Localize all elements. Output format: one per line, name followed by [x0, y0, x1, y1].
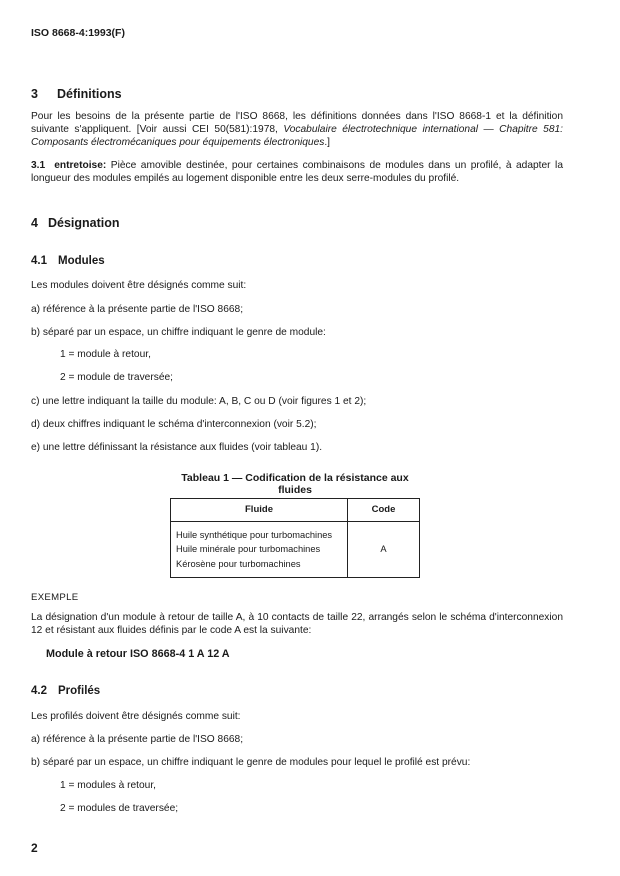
table-row — [171, 522, 420, 578]
profiles-intro: Les profilés doivent être désignés comme suit: — [31, 711, 241, 722]
profiles-list-item-a: a) référence à la présente partie de l'ISO 8668; — [31, 734, 244, 745]
document-header: ISO 8668-4:1993(F) — [31, 27, 125, 39]
intro-italic-reference: Vocabulaire électrotechnique international — Chapitre 581: Composants électromécaniques pour équipements électroniques — [31, 124, 563, 149]
definition-number: 3.1 — [31, 160, 46, 171]
caption-line: fluides — [278, 484, 312, 497]
fluid-entry: Huile minérale pour turbomachines — [176, 544, 321, 555]
table-1-caption — [170, 472, 420, 496]
fluid-resistance-table — [170, 498, 420, 578]
example-designation: Module à retour ISO 8668-4 1 A 12 A — [46, 648, 230, 660]
column-header-fluid: Fluide — [171, 499, 348, 522]
code-cell: A — [348, 522, 420, 578]
fluid-entry: Kérosène pour turbomachines — [176, 558, 301, 569]
intro-text: Pour les besoins de la présente partie de l'ISO 8668, les définitions données dans l'ISO 8668-1 et la définition suivante s'appliquent. [Voir aussi CEI 50(581):1978, — [31, 111, 563, 136]
sub-item-2: 2 = module de traversée; — [60, 372, 173, 383]
section-title: Profilés — [58, 685, 101, 697]
definition-text: Pièce amovible destinée, pour certaines combinaisons de modules dans un profilé, à adapter la longueur des modules empilés au logement disponible entre les deux serre-modules du profilé. — [31, 160, 563, 185]
page-number: 2 — [31, 841, 38, 855]
section-3-intro — [31, 110, 563, 149]
profiles-sub-item-2: 2 = modules de traversée; — [60, 803, 179, 814]
section-number: 4.1 — [31, 255, 47, 267]
profiles-sub-item-1: 1 = modules à retour, — [60, 780, 156, 791]
section-title: Définitions — [57, 87, 122, 101]
section-number: 4.2 — [31, 685, 47, 697]
section-4-1-heading — [31, 254, 105, 269]
sub-item-1: 1 = module à retour, — [60, 349, 151, 360]
section-number: 3 — [31, 87, 38, 101]
profiles-list-item-b: b) séparé par un espace, un chiffre indiquant le genre de modules pour lequel le profilé est prévu: — [31, 757, 471, 768]
section-3-heading — [31, 86, 122, 102]
example-text: La désignation d'un module à retour de taille A, à 10 contacts de taille 22, arrangés selon le schéma d'interconnexion 12 et résistant aux fluides définis par le code A est la suivante: — [31, 612, 563, 637]
section-title: Désignation — [48, 216, 120, 230]
list-item-e: e) une lettre définissant la résistance aux fluides (voir tableau 1). — [31, 442, 323, 453]
definition-term: entretoise: — [54, 160, 107, 171]
example-label: EXEMPLE — [31, 592, 79, 603]
list-item-c: c) une lettre indiquant la taille du module: A, B, C ou D (voir figures 1 et 2); — [31, 396, 367, 407]
list-item-d: d) deux chiffres indiquant le schéma d'interconnexion (voir 5.2); — [31, 419, 317, 430]
list-item-b: b) séparé par un espace, un chiffre indiquant le genre de module: — [31, 327, 326, 338]
intro-end: .] — [324, 137, 331, 149]
column-header-code: Code — [348, 499, 420, 522]
section-4-heading — [31, 215, 120, 231]
list-item-a: a) référence à la présente partie de l'ISO 8668; — [31, 304, 244, 315]
section-title: Modules — [58, 255, 105, 267]
caption-line: Tableau 1 — Codification de la résistance aux — [181, 472, 409, 484]
section-4-2-heading — [31, 684, 100, 699]
table-header-row — [171, 499, 420, 522]
fluid-cell — [171, 522, 348, 578]
fluid-entry: Huile synthétique pour turbomachines — [176, 530, 333, 540]
modules-intro: Les modules doivent être désignés comme suit: — [31, 280, 247, 291]
definition-3-1 — [31, 159, 563, 185]
section-number: 4 — [31, 216, 38, 230]
